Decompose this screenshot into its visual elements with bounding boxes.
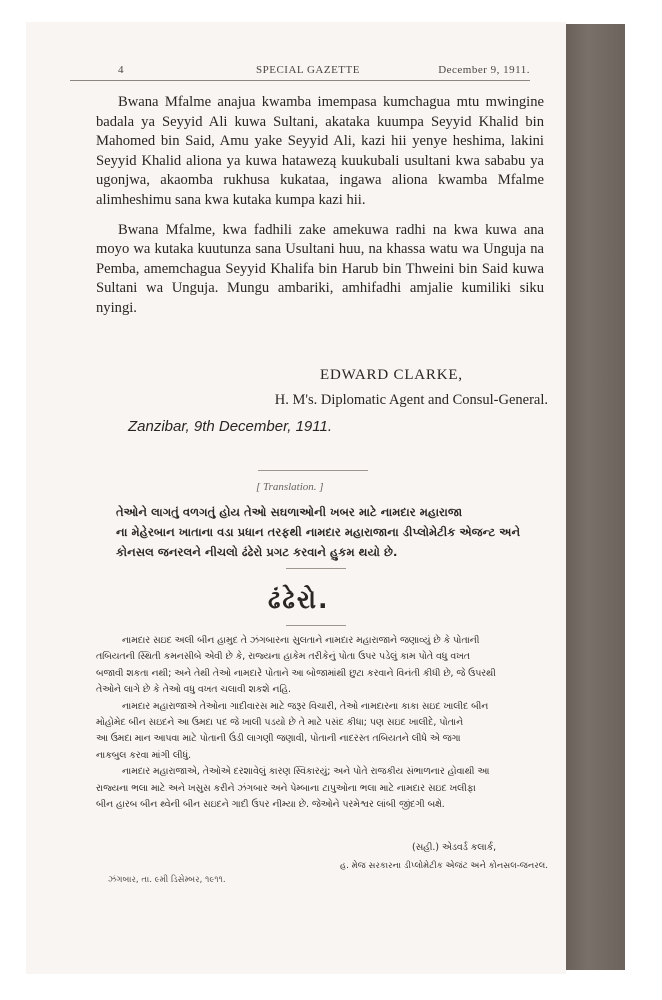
running-head <box>70 64 530 81</box>
gujarati-signatory-name: (સહી.) એડવર્ડ કલાર્ક, <box>412 842 497 853</box>
divider-rule <box>258 470 368 471</box>
place-and-date: Zanzibar, 9th December, 1911. <box>128 418 333 435</box>
gujarati-heading: ઢંઢેરો. <box>268 585 330 614</box>
page-number: 4 <box>118 64 124 76</box>
swahili-paragraph-2: Bwana Mfalme, kwa fadhili zake amekuwa radhi na kwa kuwa ana moyo wa kutaka kuutunza sana Usultani huu, na khassa watu wa Unguja na Pemba, amemchagua Seyyid Khalifa bin Harub bin Thweini bin Said kuwa Sultani wa Unguja. Mungu ambariki, amhifadhi amjalie kumiliki siku nyingi. <box>96 221 544 316</box>
book-binding-edge <box>563 24 625 970</box>
divider-rule <box>286 625 346 626</box>
gujarati-line: નામદાર મહારાજાએ, તેઓએ દરશાવેલું કારણ સ્વિકારયું; અને પોતે રાજકીય સંભાળનાર હોવાથી આ <box>122 766 490 778</box>
gujarati-line: તેઓને લાગે છે કે તેઓ વધુ વખત ચલાવી શકશે નહિ. <box>96 684 291 696</box>
gujarati-line: બીન હારબ બીન થ્વેની બીન સઇદને ગાદી ઉપર નીમ્યા છે. જેઓને પરમેશ્વર લાંબી જીંદગી બક્ષે. <box>96 799 445 811</box>
gujarati-line: નામદાર મહારાજાએ તેઓના ગાદીવારસ માટે જરૂર વિચારી, તેઓ નામદારના કાકા સઇદ ખાલીદ બીન <box>122 700 489 712</box>
notice-line: કોનસલ જનરલને નીચલો ઢંઢેરો પ્રગટ કરવાને હુકમ થયો છે. <box>116 545 398 559</box>
swahili-paragraph-1: Bwana Mfalme anajua kwamba imempasa kumchagua mtu mwingine badala ya Seyyid Ali kuwa Sultani, akataka kuumpa Seyyid Khalid bin Mahomed bin Said, Amu yake Seyyid Ali, kazi hii yenye heshima, lakini Seyyid Khalid aliona ya kuwa hatawezą kuukubali usultani kwa sababu ya ugonjwa, akaomba rukhusa kukataa, ingawa aliona kwamba Mfalme alimheshimu sana kwa kutaka kumpa kazi hii. <box>96 94 544 208</box>
notice-line: ના મેહેરબાન ખાતાના વડા પ્રધાન તરફથી નામદાર મહારાજાના ડીપ્લોમેટીક એજન્ટ અને <box>116 525 521 539</box>
gazette-date: December 9, 1911. <box>438 64 530 76</box>
gujarati-signatory-role: હ. મેજ સરકારના ડીપ્લોમેટીક એજંટ અને કોનસલ-જનરલ. <box>340 861 549 871</box>
gujarati-line: નાકબુલ કરવા માંગી લીધું. <box>96 749 192 761</box>
gujarati-date-line: ઝંગબાર, તા. ૯મી ડિસેમ્બર, ૧૯૧૧. <box>108 875 226 885</box>
divider-rule <box>286 568 346 569</box>
gujarati-line: તબિયતની સ્થિતી કમનસીબે એવી છે કે, રાજ્યના હાકેમ તરીકેનું પોતા ઉપર પડેલું કામ પોતે વધુ વખત <box>96 651 470 663</box>
gazette-title: SPECIAL GAZETTE <box>256 64 360 76</box>
gujarati-line: મોહોમેદ બીન સઇદને આ ઉમદા પદ જે ખાલી પડયો છે તે માટે પસંદ કીધા; પણ સઇદ ખાલીદે, પોતાને <box>96 717 464 729</box>
signatory-name: EDWARD CLARKE, <box>320 367 463 383</box>
translation-label: [ Translation. ] <box>256 481 324 493</box>
signatory-role: H. M's. Diplomatic Agent and Consul-General. <box>274 392 548 408</box>
gujarati-body <box>96 633 546 813</box>
gujarati-line: નામદાર સઇદ અલી બીન હામુદ તે ઝંગબારના સુલતાને નામદાર મહારાજાને જણાવ્યું છે કે પોતાની <box>122 635 480 646</box>
gujarati-line: રાજ્યના ભલા માટે અને ખસુસ કરીને ઝંગબાર અને પેમ્બાના ટાપુઓના ભલા માટે નામદાર સઇદ ખલીફા <box>96 782 476 794</box>
gujarati-notice <box>116 502 544 562</box>
gujarati-line: આ ઉમદા માન આપવા માટે પોતાની ઉંડી લાગણી જણાવી, પોતાની નાદરસ્ત તબિયતને લીધે એ જગા <box>96 733 461 745</box>
swahili-text <box>96 93 544 329</box>
notice-line: તેઓને લાગતું વળગતું હોય તેઓ સઘળાઓની ખબર માટે નામદાર મહારાજા <box>116 505 463 519</box>
gujarati-line: બજાવી શકતા નથી; અને તેથી તેઓ નામદારે પોતાને આ બોજામાંથી છુટા કરવાને વિનંતી કીધી છે, જે ઉપરથી <box>96 667 496 679</box>
